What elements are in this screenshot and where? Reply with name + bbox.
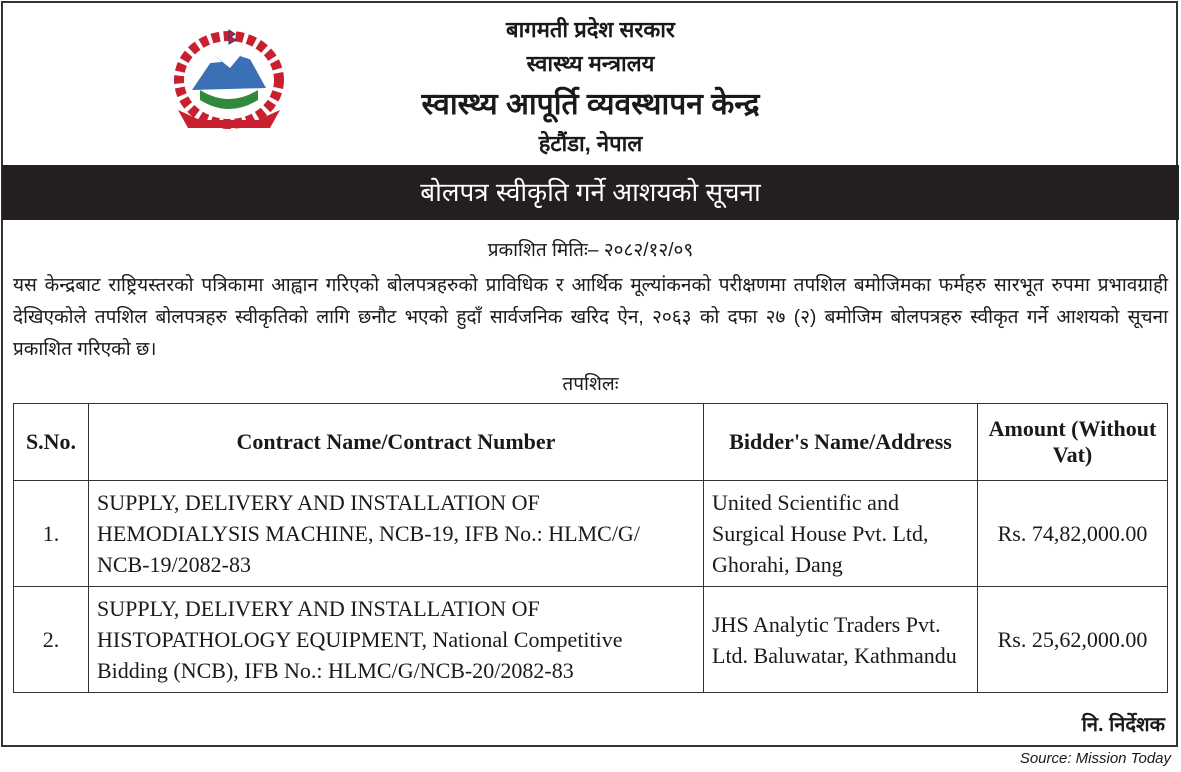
cell-sno: 2. <box>14 587 89 693</box>
header-province: बागमती प्रदेश सरकार <box>506 17 675 42</box>
table-row <box>14 481 1168 587</box>
header-ministry: स्वास्थ्य मन्त्रालय <box>526 51 655 76</box>
cell-contract: SUPPLY, DELIVERY AND INSTALLATION OF HISTOPATHOLOGY EQUIPMENT, National Competitive Bidding (NCB), IFB No.: HLMC/G/NCB-20/2082-83 <box>89 587 704 693</box>
col-amount: Amount (Without Vat) <box>978 404 1168 481</box>
source-credit: Source: Mission Today <box>1019 750 1171 767</box>
published-date: प्रकाशित मितिः– २०८२/१२/०९ <box>487 240 694 261</box>
cell-sno: 1. <box>14 481 89 587</box>
cell-amount: Rs. 74,82,000.00 <box>978 481 1168 587</box>
header-location: हेटौंडा, नेपाल <box>538 131 643 156</box>
contracts-table <box>13 403 1168 693</box>
signatory: नि. निर्देशक <box>1081 714 1165 736</box>
table-row <box>14 587 1168 693</box>
col-sno: S.No. <box>14 404 89 481</box>
cell-amount: Rs. 25,62,000.00 <box>978 587 1168 693</box>
notice-body: यस केन्द्रबाट राष्ट्रियस्तरको पत्रिकामा आह्वान गरिएको बोलपत्रहरुको प्राविधिक र आर्थिक मूल्यांकनको परीक्षणमा तपशिल बमोजिमका फर्महरु सारभूत रुपमा प्रभावग्राही देखिएकोले तपशिल बोलपत्रहरु स्वीकृतिको लागि छनौट भएको हुदाँ सार्वजनिक खरिद ऐन, २०६३ को दफा २७ (२) बमोजिम बोलपत्रहरु स्वीकृत गर्ने आशयको सूचना प्रकाशित गरिएको छ। <box>13 275 1168 360</box>
table-header-row <box>14 404 1168 481</box>
notice-title: बोलपत्र स्वीकृति गर्ने आशयको सूचना <box>2 165 1179 220</box>
details-label: तपशिलः <box>562 374 619 395</box>
cell-contract: SUPPLY, DELIVERY AND INSTALLATION OF HEMODIALYSIS MACHINE, NCB-19, IFB No.: HLMC/G/ NCB-19/2082-83 <box>89 481 704 587</box>
col-contract: Contract Name/Contract Number <box>89 404 704 481</box>
col-bidder: Bidder's Name/Address <box>704 404 978 481</box>
cell-bidder: JHS Analytic Traders Pvt. Ltd. Baluwatar, Kathmandu <box>704 587 978 693</box>
header-office: स्वास्थ्य आपूर्ति व्यवस्थापन केन्द्र <box>421 88 760 121</box>
cell-bidder: United Scientific and Surgical House Pvt. Ltd, Ghorahi, Dang <box>704 481 978 587</box>
